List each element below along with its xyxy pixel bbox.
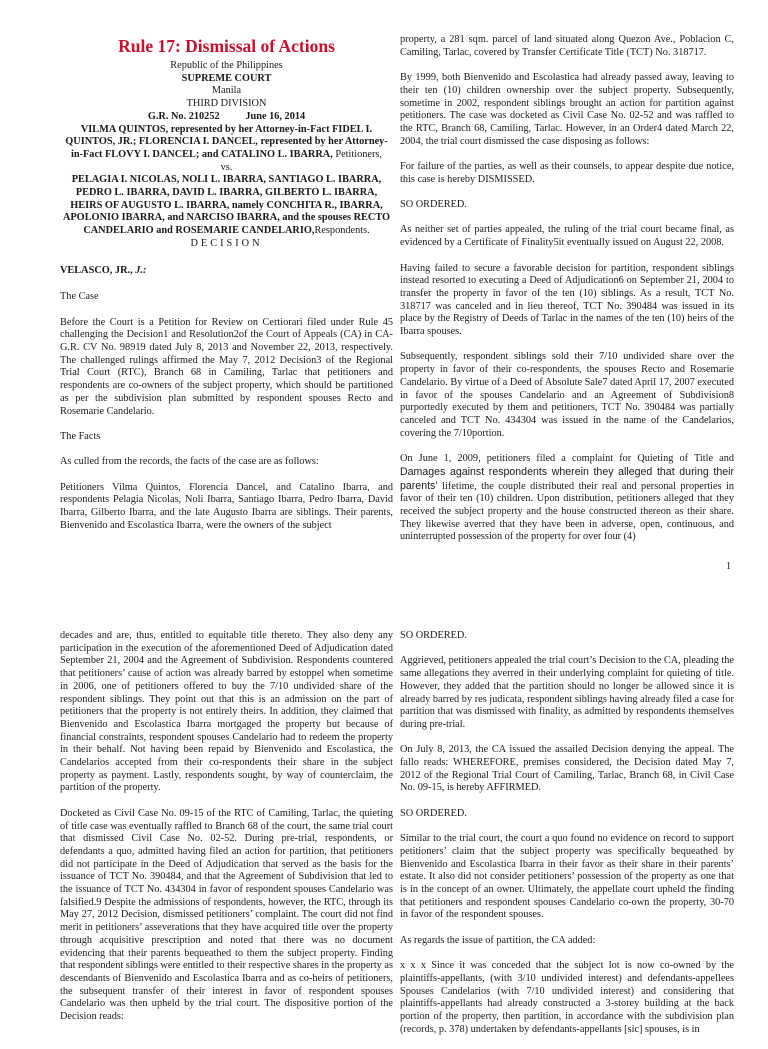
paragraph: SO ORDERED.	[400, 807, 467, 819]
court-name: SUPREME COURT	[181, 72, 272, 84]
page-separator	[0, 582, 768, 602]
paragraph	[400, 453, 734, 544]
decision-heading: DECISION	[190, 237, 263, 249]
paragraph: Aggrieved, petitioners appealed the trial court’s Decision to the CA, pleading the same allegations they averred in their underlying complaint for quieting of title. However, they added that the partition should no longer be allowed since it is already barred by res judicata, respondent siblings having already filed a case for partition that was dismissed with finality, as admitted by respondents themselves during pre-trial.	[400, 655, 734, 730]
page-number: 1	[726, 561, 731, 572]
page1-right-column	[400, 34, 734, 557]
paragraph: On July 8, 2013, the CA issued the assailed Decision denying the appeal. The fallo reads: WHEREFORE, premises considered, the Decision dated May 7, 2012 of the Regional Trial Court of Camiling, Tarlac, Branch 68, in Civil Case No. 09-15, is hereby AFFIRMED.	[400, 744, 734, 794]
paragraph: Subsequently, respondent siblings sold their 7/10 undivided share over the property in favor of their co-respondents, the spouses Recto and Rosemarie Candelario. By virtue of a Deed of Absolute Sale7 dated April 17, 2007 executed in favor of the spouses Candelario and an Agreement of Subdivision8 purportedly executed by them and petitioners, TCT No. 390484 was partially canceled and TCT No. 434304 was issued in the name of the Candelarios, covering the 7/10portion.	[400, 351, 734, 439]
paragraph: As regards the issue of partition, the CA added:	[400, 934, 596, 946]
paragraph: x x x Since it was conceded that the subject lot is now co-owned by the plaintiffs-appellants, (with 3/10 undivided interest) and defendants-appellees Spouses Candelarios (with 7/10 undivided interest) and considering that plaintiffs-appellants had already constructed a 3-storey building at the back portion of the property, then partition, in accordance with the subdivision plan (records, p. 378) undertaken by defendants-appellants [sic] spouses, is in	[400, 960, 734, 1035]
court-city: Manila	[211, 85, 242, 97]
division-name: THIRD DIVISION	[186, 98, 267, 110]
petitioners-label: Petitioners,	[332, 148, 383, 160]
ponente-name: VELASCO, JR.,	[60, 264, 133, 276]
petitioners-names: VILMA QUINTOS, represented by her Attorney-in-Fact FIDEL I. QUINTOS, JR.; FLORENCIA I. DANCEL, represented by her Attorney-in-Fact FLOVY I. DANCEL; and CATALINO L. IBARRA,	[65, 123, 388, 160]
petitioners-block	[60, 124, 393, 162]
paragraph: As neither set of parties appealed, the ruling of the trial court became final, as evidenced by a Certificate of Finality5it eventually issued on August 22, 2008.	[400, 224, 734, 249]
paragraph: Docketed as Civil Case No. 09-15 of the RTC of Camiling, Tarlac, the quieting of title case was eventually raffled to Branch 68 of the court, the same trial court that dismissed Civil Case No. 02-52. During pre-trial, respondents, or defendants a quo, admitted having filed an action for partition, that petitioners did not participate in the Deed of Adjudication that served as the basis for the issuance of TCT No. 390484, and that the Agreement of Subdivision that led to the issuance of TCT No. 434304 in favor of respondent spouses Candelario was falsified.9 Despite the admissions of respondents, however, the RTC, through its May 27, 2012 Decision, dismissed petitioners’ complaint. The court did not find merit in petitioners’ asseverations that they have acquired title over the property through acquisitive prescription and noted that there was no document evidencing that their parents bequeathed to them the subject property. Finding that respondent siblings were entitled to their respective shares in the property as descendants of Bienvenido and Escolastica Ibarra and as co-heirs of petitioners, the subsequent transfer of their interest in favor of respondent spouses Candelario was then upheld by the trial court. The dispositive portion of the Decision reads:	[60, 807, 393, 1023]
respondents-label: Respondents.	[314, 225, 370, 237]
case-caption	[60, 60, 393, 251]
paragraph: Before the Court is a Petition for Review on Certiorari filed under Rule 45 challenging the Decision1 and Resolution2of the Court of Appeals (CA) in CA-G.R. CV No. 98919 dated July 8, 2013 and November 22, 2013, respectively. The challenged rulings affirmed the May 7, 2012 Decision3 of the Regional Trial Court (RTC), Branch 68 in Camiling, Tarlac that petitioners and respondents are co-owners of the subject property, which should be partitioned as per the subdivision plan submitted by respondent spouses Recto and Rosemarie Candelario.	[60, 316, 393, 417]
gr-number-line: G.R. No. 210252 June 16, 2014	[147, 110, 306, 122]
paragraph: Having failed to secure a favorable decision for partition, respondent siblings instead resorted to executing a Deed of Adjudication6 on September 21, 2004 to transfer the property in favor of the ten (10) siblings. As a result, TCT No. 318717 was canceled and in lieu thereof, TCT No. 390484 was issued in its place by the Registry of Deeds of Tarlac in the names of the ten (10) heirs of the Ibarra spouses.	[400, 262, 734, 338]
page2-left-column	[60, 630, 393, 1036]
text-run: lifetime, the couple distributed their real and personal properties in favor of their ten (10) children. Upon distribution, petitioners alleged that they received the subject property and the house constructed thereon as their share. They likewise averred that they have been in adverse, open, continuous, and uninterrupted possession of the property for over four (4)	[400, 480, 734, 543]
paragraph: The Case	[60, 291, 99, 303]
paragraph: The Facts	[60, 430, 101, 442]
paragraph: SO ORDERED.	[400, 630, 467, 641]
respondents-names: PELAGIA I. NICOLAS, NOLI L. IBARRA, SANTIAGO L. IBARRA, PEDRO L. IBARRA, DAVID L. IBARRA, GILBERTO L. IBARRA, HEIRS OF AUGUSTO L. IBARRA, namely CONCHITA R., IBARRA, APOLONIO IBARRA, and NARCISO IBARRA, and the spouses RECTO CANDELARIO and ROSEMARIE CANDELARIO,	[62, 174, 391, 237]
paragraph: Petitioners Vilma Quintos, Florencia Dancel, and Catalino Ibarra, and respondents Pelagia Nicolas, Noli Ibarra, Santiago Ibarra, Pedro Ibarra, David Ibarra, Gilberto Ibarra, and the late Augusto Ibarra are siblings. Their parents, Bienvenido and Escolastica Ibarra, were the owners of the subject	[60, 481, 393, 531]
paragraph: By 1999, both Bienvenido and Escolastica had already passed away, leaving to their ten (10) children ownership over the subject property. Subsequently, sometime in 2002, respondent siblings brought an action for partition against petitioners. The case was docketed as Civil Case No. 02-52 and was raffled to the RTC, Branch 68, Camiling, Tarlac. However, in an Order4 dated March 22, 2004, the trial court dismissed the case disposing as follows:	[400, 72, 734, 147]
page1-left-column	[60, 36, 393, 545]
ponente-line	[60, 265, 393, 278]
page2-right-column	[400, 630, 734, 1049]
text-run: On June 1, 2009, petitioners filed a complaint for Quieting of Title and	[400, 453, 734, 465]
paragraph: SO ORDERED.	[400, 199, 467, 211]
ponente-suffix: J.:	[132, 264, 147, 276]
text-run: Damages against respondents wherein they alleged that during their parents’	[400, 465, 734, 492]
document-title: Rule 17: Dismissal of Actions	[118, 36, 335, 56]
paragraph: As culled from the records, the facts of the case are as follows:	[60, 456, 319, 468]
versus-line: vs.	[220, 161, 233, 173]
paragraph: decades and are, thus, entitled to equitable title thereto. They also deny any participation in the execution of the aforementioned Deed of Adjudication dated September 21, 2004 and the Agreement of Subdivision. Respondents countered that petitioners’ cause of action was already barred by estoppel when sometime in 2006, one of petitioners offered to buy the 7/10 undivided share of the respondent siblings. They point out that this is an admission on the part of petitioners that the property is not entirely theirs. In addition, they claimed that Bienvenido and Escolastica Ibarra mortgaged the property but because of financial constraints, respondent spouses Candelario had to redeem the property in their behalf. Not having been repaid by Bienvenido and Escolastica, the Candelarios accepted from their co-respondents their share in the subject property as payment. Lastly, respondents sought, by way of counterclaim, the partition of the property.	[60, 630, 393, 794]
republic-line: Republic of the Philippines	[170, 60, 283, 71]
respondents-block	[60, 174, 393, 238]
document-page-2	[0, 602, 768, 1035]
paragraph: For failure of the parties, as well as their counsels, to appear despite due notice, this case is hereby DISMISSED.	[400, 161, 734, 185]
paragraph: property, a 281 sqm. parcel of land situated along Quezon Ave., Poblacion C, Camiling, Tarlac, covered by Transfer Certificate Title (TCT) No. 318717.	[400, 34, 734, 58]
paragraph: Similar to the trial court, the court a quo found no evidence on record to support petitioners’ claim that the subject property was specifically bequeathed by Bienvenido and Escolastica Ibarra in their favor as their share in their parents’ estate. It also did not consider petitioners’ possession of the property as one that is in the concept of an owner. Ultimately, the appellate court upheld the finding that petitioners and respondent spouses Candelario co-own the property, 30-70 in favor of the respondent spouses.	[400, 833, 734, 921]
